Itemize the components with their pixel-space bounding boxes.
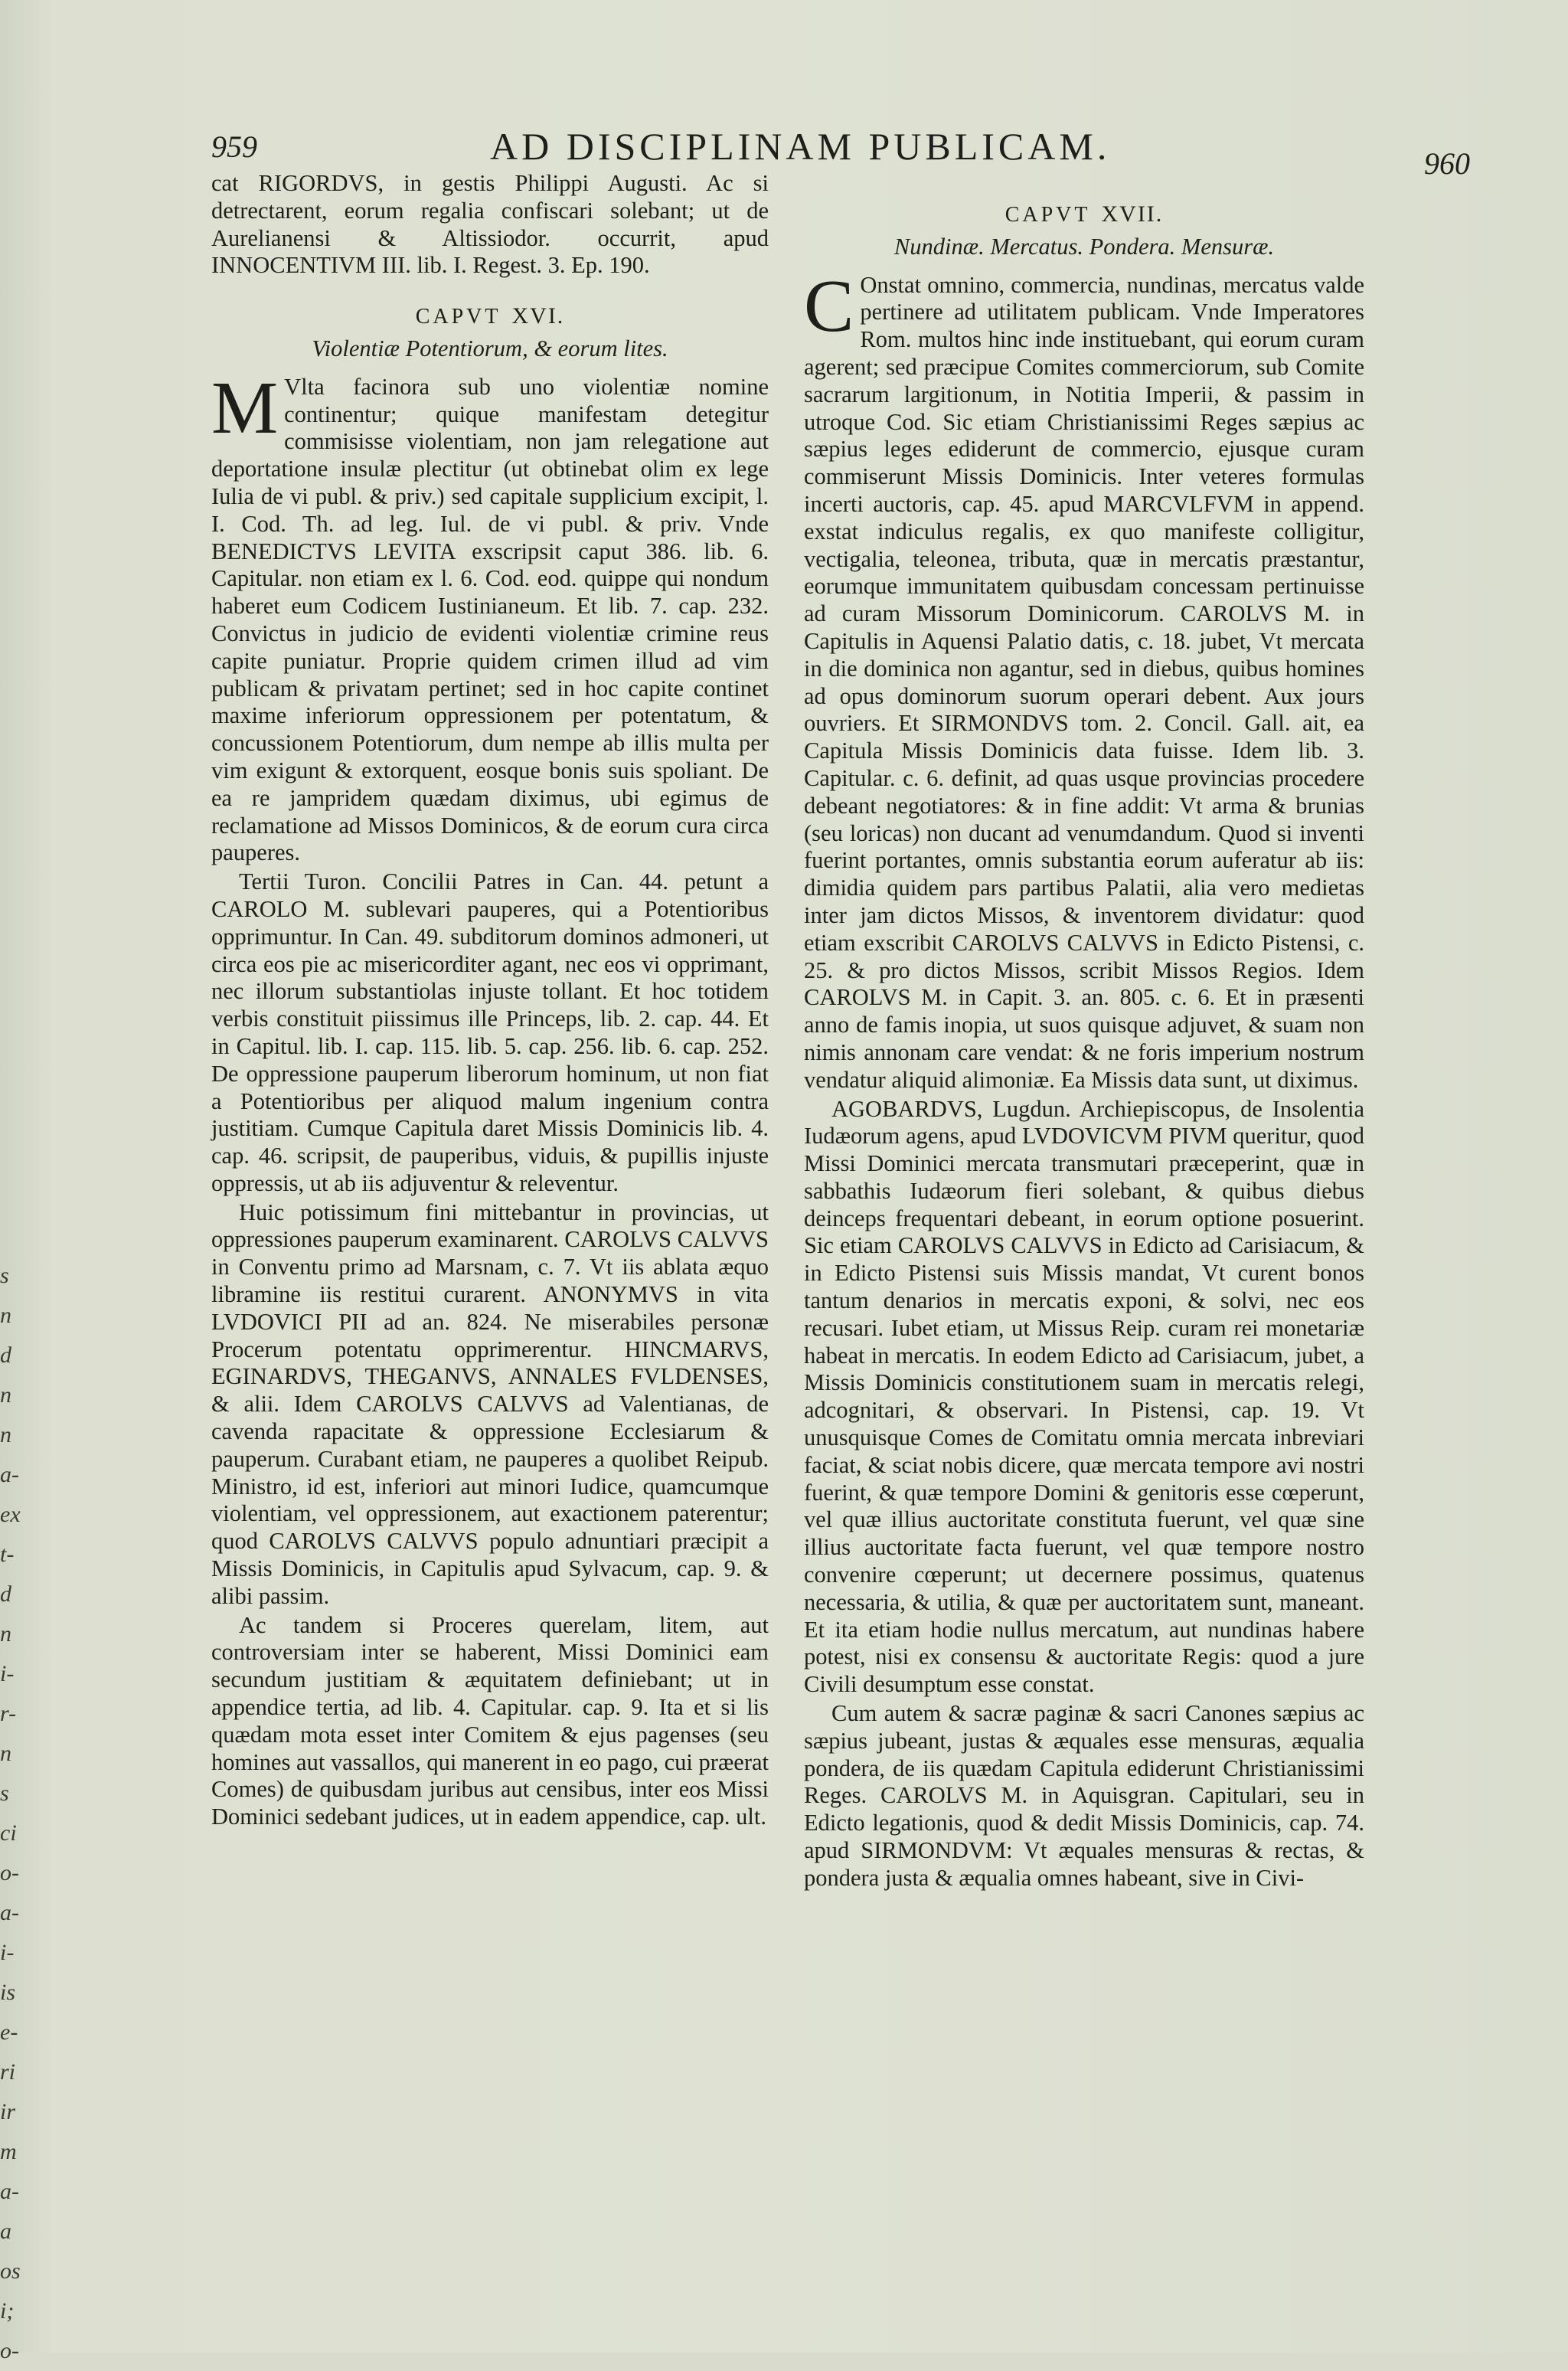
chapter-title: Violentiæ Potentiorum, & eorum lites. <box>312 335 668 361</box>
paragraph: AGOBARDVS, Lugdun. Archiepiscopus, de Insolentia Iudæorum agens, apud LVDOVICVM PIVM queritur, quod Missi Dominici mercata transmutari præceperint, quæ in sabbathis Iudæorum fieri solebant, & quibus diebus deinceps frequentari debeant, in eorum optione posuerint. Sic etiam CAROLVS CALVVS in Edicto ad Carisiacum, & in Edicto Pistensi suis Missis mandat, Vt curent bonos tantum denarios in mercatis exponi, & solvi, nec eos recusari. Iubet etiam, ut Missus Reip. curam rei monetariæ habeat in mercatis. In eodem Edicto ad Carisiacum, jubet, a Missis Dominicis constitutionem suam in mercatis relegi, adcognitari, & observari. In Pistensi, cap. 19. Vt unusquisque Comes de Comitatu omnia mercata inbreviari faciat, & sciat nobis dicere, quæ mercata tempore avi nostri fuerint, & quæ tempore Domini & genitoris esse cœperunt, vel quæ illius auctoritate constituta fuerunt, vel quæ sine illius auctoritate facta fuerunt, vel quæ tempore nostro convenire cœperunt; ut decernere possimus, quatenus necessaria, & utilia, & quæ per auctoritatem sunt, maneant. Et ita etiam hodie nullus mercatum, aut nundinas habere potest, nisi ex consensu & auctoritate Regis: quod a jure Civili desumptum esse constat. <box>804 1095 1364 1698</box>
page-number-left: 959 <box>211 129 257 164</box>
paragraph: Huic potissimum fini mittebantur in provincias, ut oppressiones pauperum examinarent. CAROLVS CALVVS in Conventu primo ad Marsnam, c. 7. Vt iis ablata æquo libramine iis restitui curarent. ANONYMVS in vita LVDOVICI PII ad an. 824. Ne miserabiles personæ Procerum potentatu opprimerentur. HINCMARVS, EGINARDVS, THEGANVS, ANNALES FVLDENSES, & alii. Idem CAROLVS CALVVS ad Valentianas, de cavenda rapacitate & oppressione Ecclesiarum & pauperum. Curabant etiam, ne pauperes a quolibet Reipub. Ministro, id est, inferiori aut minori Iudice, quamcumque violentiam, vel oppressionem, aut exactionem paterentur; quod CAROLVS CALVVS populo adnuntiari præcipit a Missis Dominicis, in Capitulis apud Sylvacum, cap. 9. & alibi passim. <box>211 1199 769 1609</box>
right-column <box>804 201 1364 1892</box>
margin-fragment: r- <box>0 1701 17 1726</box>
margin-fragment: a- <box>0 1900 19 1925</box>
chapter-label: CAPVT <box>1004 203 1091 227</box>
margin-fragment: ci <box>0 1820 17 1846</box>
paragraph: Ac tandem si Proceres querelam, litem, aut controversiam inter se haberent, Missi Dominici eam secundum justitiam & æquitatem definiebant; ut in appendice tertia, ad lib. 4. Capitular. cap. 9. Ita et si lis quædam mota esset inter Comitem & ejus pagenses (seu homines aut vassallos, qui manerent in eo pago, cui præerat Comes) de quibusdam juribus aut censibus, inter eos Missi Dominici sedebant judices, ut in eadem appendice, cap. ult. <box>211 1611 769 1830</box>
margin-fragment: i- <box>0 1940 15 1965</box>
margin-fragment: i; <box>0 2298 15 2324</box>
paragraph: Tertii Turon. Concilii Patres in Can. 44. petunt a CAROLO M. sublevari pauperes, qui a Potentioribus opprimuntur. In Can. 49. subditorum dominos admoneri, ut circa eos pie ac misericorditer agant, nec eos vi opprimant, nec illorum substantiolas injuste tollant. Et hoc totidem verbis constituit piissimus ille Princeps, lib. 2. cap. 44. Et in Capitul. lib. I. cap. 115. lib. 5. cap. 256. lib. 6. cap. 252. De oppressione pauperum liberorum hominum, ut non fiat a Potentioribus per aliquod malum ingenium contra justitiam. Cumque Capitula daret Missis Dominicis lib. 4. cap. 46. scripsit, de pauperibus, viduis, & pupillis injuste oppressis, ut ab iis adjuventur & releventur. <box>211 868 769 1196</box>
left-column <box>211 170 769 1831</box>
margin-fragment: s <box>0 1263 9 1288</box>
chapter-title: Nundinæ. Mercatus. Pondera. Mensuræ. <box>893 233 1275 260</box>
paragraph: Cum autem & sacræ paginæ & sacri Canones sæpius ac sæpius jubeant, justas & æquales esse mensuras, æqualia pondera, de iis quædam Capitula ediderunt Christianissimi Reges. CAROLVS M. in Aquisgran. Capitulari, seu in Edicto legationis, quod & dedit Missis Dominicis, cap. 74. apud SIRMONDVM: Vt æquales mensuras & rectas, & pondera justa & æqualia omnes habeant, sive in Civi- <box>804 1700 1364 1891</box>
intro-paragraph: cat RIGORDVS, in gestis Philippi Augusti. Ac si detrectarent, eorum regalia confiscari solebant; ut de Aurelianensi & Altissiodor. occurrit, apud INNOCENTIVM III. lib. I. Regest. 3. Ep. 190. <box>211 170 769 279</box>
margin-fragment: e- <box>0 2019 18 2045</box>
margin-fragment: s <box>0 1781 9 1806</box>
margin-fragment: n <box>0 1382 11 1408</box>
paragraph <box>211 366 769 867</box>
paragraph-text: Onstat omnino, commercia, nundinas, mercatus valde pertinere ad utilitatem publicam. Vnde Imperatores Rom. multos hinc inde instituebant, qui eorum curam agerent; sed præcipue Comites commerciorum, sub Comite sacrarum largitionum, in Notitia Imperii, & passim in utroque Cod. Sic etiam Christianissimi Reges sæpius ac sæpius leges ediderunt de commercio, ejusque curam commiserunt Missis Dominicis. Inter veteres formulas incerti auctoris, cap. 45. apud MARCVLFVM in append. exstat indiculus regalis, ex quo manifeste colligitur, vectigalia, teleonea, tributa, quæ in mercatis præstantur, eorumque immunitatem quibusdam concessam pertinuisse ad curam Missorum Dominicorum. CAROLVS M. in Capitulis in Aquensi Palatio datis, c. 18. jubet, Vt mercata in die dominica non agantur, sed in diebus, quibus homines ad opus dominorum suorum operari debent. Aux jours ouvriers. Et SIRMONDVS tom. 2. Concil. Gall. ait, ea Capitula Missis Dominicis data fuisse. Idem lib. 3. Capitular. c. 6. definit, ad quas usque provincias procedere debeant negotiatores: & in fine addit: Vt arma & brunias (seu loricas) non ducant ad venumdandum. Quod si inventi fuerint portantes, omnis substantia eorum auferatur ab iis: dimidia quidem pars partibus Palatii, alia vero medietas inter jam dictos Missos, & inventorem dividatur: quod etiam exscribit CAROLVS CALVVS in Edicto Pistensi, c. 25. & pro dictos Missos, scribit Missos Regios. Idem CAROLVS M. in Capit. 3. an. 805. c. 6. Et in præsenti anno de famis inopia, ut suos quisque adjuvet, & suam non nimis annonam care vendat: & ne foris imperium nostrum vendatur aliquid alimoniæ. Ea Missis data sunt, ut diximus. <box>804 271 1364 1093</box>
chapter-number: XVII. <box>1101 201 1164 227</box>
margin-fragment: ex <box>0 1502 21 1527</box>
margin-fragment: n <box>0 1303 11 1328</box>
chapter-number: XVI. <box>511 303 565 329</box>
margin-fragment: a- <box>0 2179 19 2204</box>
margin-fragment: a- <box>0 1462 19 1487</box>
margin-fragment: n <box>0 1741 11 1766</box>
margin-fragment: t- <box>0 1542 15 1567</box>
margin-fragment: m <box>0 2139 17 2164</box>
chapter-heading <box>211 303 769 331</box>
drop-cap: M <box>211 366 279 450</box>
facing-page-edge <box>0 1256 21 2363</box>
margin-fragment: ir <box>0 2099 16 2124</box>
chapter-label: CAPVT <box>415 305 501 329</box>
margin-fragment: os <box>0 2258 21 2284</box>
paragraph <box>804 264 1364 1094</box>
drop-cap: C <box>804 264 854 348</box>
margin-fragment: o- <box>0 1860 19 1885</box>
margin-fragment: ri <box>0 2059 16 2085</box>
margin-fragment: n <box>0 1621 11 1647</box>
margin-fragment: d <box>0 1581 11 1607</box>
margin-fragment: a <box>0 2219 11 2244</box>
margin-fragment: is <box>0 1980 16 2005</box>
page-number-right: 960 <box>1424 146 1470 181</box>
margin-fragment: i- <box>0 1661 15 1686</box>
running-title: AD DISCIPLINAM PUBLICAM. <box>490 125 1111 168</box>
paragraph-text: Vlta facinora sub uno violentiæ nomine continentur; quique manifestam detegitur commisisse violentiam, non jam relegatione aut deportatione insulæ plectitur (ut obtinebat olim ex lege Iulia de vi publ. & priv.) sed capitale supplicium excipit, l. I. Cod. Th. ad leg. Iul. de vi publ. & priv. Vnde BENEDICTVS LEVITA exscripsit caput 386. lib. 6. Capitular. non etiam ex l. 6. Cod. eod. quippe qui nondum haberet eum Codicem Iustinianeum. Et lib. 7. cap. 232. Convictus in judicio de evidenti violentiæ crimine reus capite puniatur. Proprie quidem crimen illud ad vim publicam & privatam pertinet; sed in hoc capite continet maxime inferiorum oppressionem per potentatum, & concussionem Potentiorum, dum nempe ab illis multa per vim exigunt & extorquent, eosque bonis suis spoliant. De ea re jampridem quædam diximus, ubi egimus de reclamatione ad Missos Dominicos, & de eorum cura circa pauperes. <box>211 373 769 866</box>
chapter-heading <box>804 201 1364 229</box>
margin-fragment: n <box>0 1422 11 1447</box>
margin-fragment: o- <box>0 2338 19 2363</box>
margin-fragment: d <box>0 1342 11 1368</box>
